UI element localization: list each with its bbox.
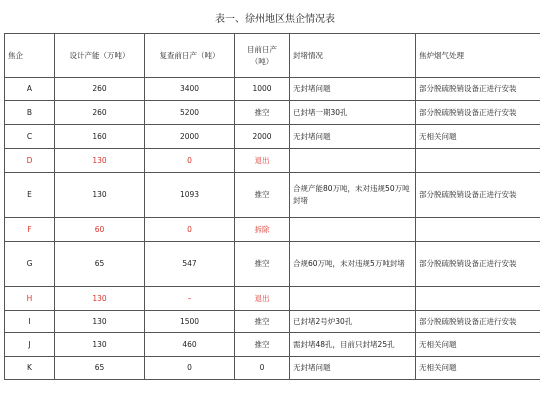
cell-sealing-status: 无封堵问题 [290,78,416,101]
table-row [5,287,541,311]
page-edge [540,33,550,400]
table-title: 表一、徐州地区焦企情况表 [215,14,335,25]
table-row [5,357,541,380]
header-row [5,34,541,78]
cell-flue-gas-treatment: 部分脱硫脱销设备正进行安装 [416,242,541,287]
table-row [5,333,541,357]
cell-output-before: 3400 [145,78,235,101]
cell-enterprise: D [5,149,55,173]
cell-output-current: 退出 [235,149,290,173]
cell-enterprise: E [5,173,55,218]
header-cell: 目前日产（吨） [235,34,290,78]
cell-output-current: 推空 [235,333,290,357]
cell-output-before: 1093 [145,173,235,218]
cell-sealing-status: 合规产能80万吨，未对违规50万吨封堵 [290,173,416,218]
cell-capacity: 60 [55,218,145,242]
cell-sealing-status: 已封堵一期30孔 [290,101,416,125]
cell-enterprise: G [5,242,55,287]
cell-flue-gas-treatment [416,218,541,242]
cell-output-before: 460 [145,333,235,357]
cell-output-current: 拆除 [235,218,290,242]
cell-flue-gas-treatment: 无相关问题 [416,333,541,357]
cell-capacity: 260 [55,78,145,101]
cell-capacity: 130 [55,287,145,311]
table-row [5,125,541,149]
cell-sealing-status: 无封堵问题 [290,357,416,380]
cell-capacity: 260 [55,101,145,125]
cell-output-before: 0 [145,149,235,173]
table-row [5,101,541,125]
cell-output-before: 1500 [145,311,235,333]
header-cell: 焦企 [5,34,55,78]
coking-enterprise-table [4,33,541,380]
cell-output-current: 1000 [235,78,290,101]
cell-sealing-status: 合规60万吨，未对违规5万吨封堵 [290,242,416,287]
cell-output-before: 0 [145,218,235,242]
cell-enterprise: K [5,357,55,380]
cell-sealing-status [290,149,416,173]
cell-output-current: 推空 [235,173,290,218]
cell-flue-gas-treatment: 部分脱硫脱销设备正进行安装 [416,101,541,125]
cell-output-before: 547 [145,242,235,287]
cell-enterprise: I [5,311,55,333]
cell-output-current: 推空 [235,101,290,125]
cell-output-current: 推空 [235,311,290,333]
cell-output-before: 0 [145,357,235,380]
header-cell: 设计产能（万吨） [55,34,145,78]
cell-capacity: 130 [55,333,145,357]
cell-enterprise: F [5,218,55,242]
cell-output-before: 2000 [145,125,235,149]
cell-output-before: 5200 [145,101,235,125]
table-row [5,149,541,173]
cell-output-current: 退出 [235,287,290,311]
cell-enterprise: H [5,287,55,311]
cell-output-current: 2000 [235,125,290,149]
cell-sealing-status: 无封堵问题 [290,125,416,149]
cell-capacity: 65 [55,357,145,380]
cell-flue-gas-treatment: 部分脱硫脱销设备正进行安装 [416,78,541,101]
header-cell: 封堵情况 [290,34,416,78]
cell-flue-gas-treatment: 部分脱硫脱销设备正进行安装 [416,311,541,333]
cell-flue-gas-treatment [416,287,541,311]
cell-flue-gas-treatment: 部分脱硫脱销设备正进行安装 [416,173,541,218]
cell-sealing-status: 需封堵48孔，目前只封堵25孔 [290,333,416,357]
cell-sealing-status [290,218,416,242]
cell-enterprise: C [5,125,55,149]
cell-flue-gas-treatment [416,149,541,173]
table-row [5,78,541,101]
cell-sealing-status [290,287,416,311]
cell-flue-gas-treatment: 无相关问题 [416,125,541,149]
cell-capacity: 65 [55,242,145,287]
cell-enterprise: B [5,101,55,125]
cell-output-current: 0 [235,357,290,380]
table-row [5,173,541,218]
cell-output-current: 推空 [235,242,290,287]
cell-sealing-status: 已封堵2号炉30孔 [290,311,416,333]
cell-output-before: – [145,287,235,311]
cell-enterprise: A [5,78,55,101]
table-row [5,311,541,333]
cell-enterprise: J [5,333,55,357]
table-row [5,242,541,287]
cell-capacity: 130 [55,173,145,218]
cell-capacity: 130 [55,311,145,333]
cell-capacity: 160 [55,125,145,149]
header-cell: 焦炉烟气处理 [416,34,541,78]
cell-flue-gas-treatment: 无相关问题 [416,357,541,380]
cell-capacity: 130 [55,149,145,173]
header-cell: 复查前日产（吨） [145,34,235,78]
table-row [5,218,541,242]
